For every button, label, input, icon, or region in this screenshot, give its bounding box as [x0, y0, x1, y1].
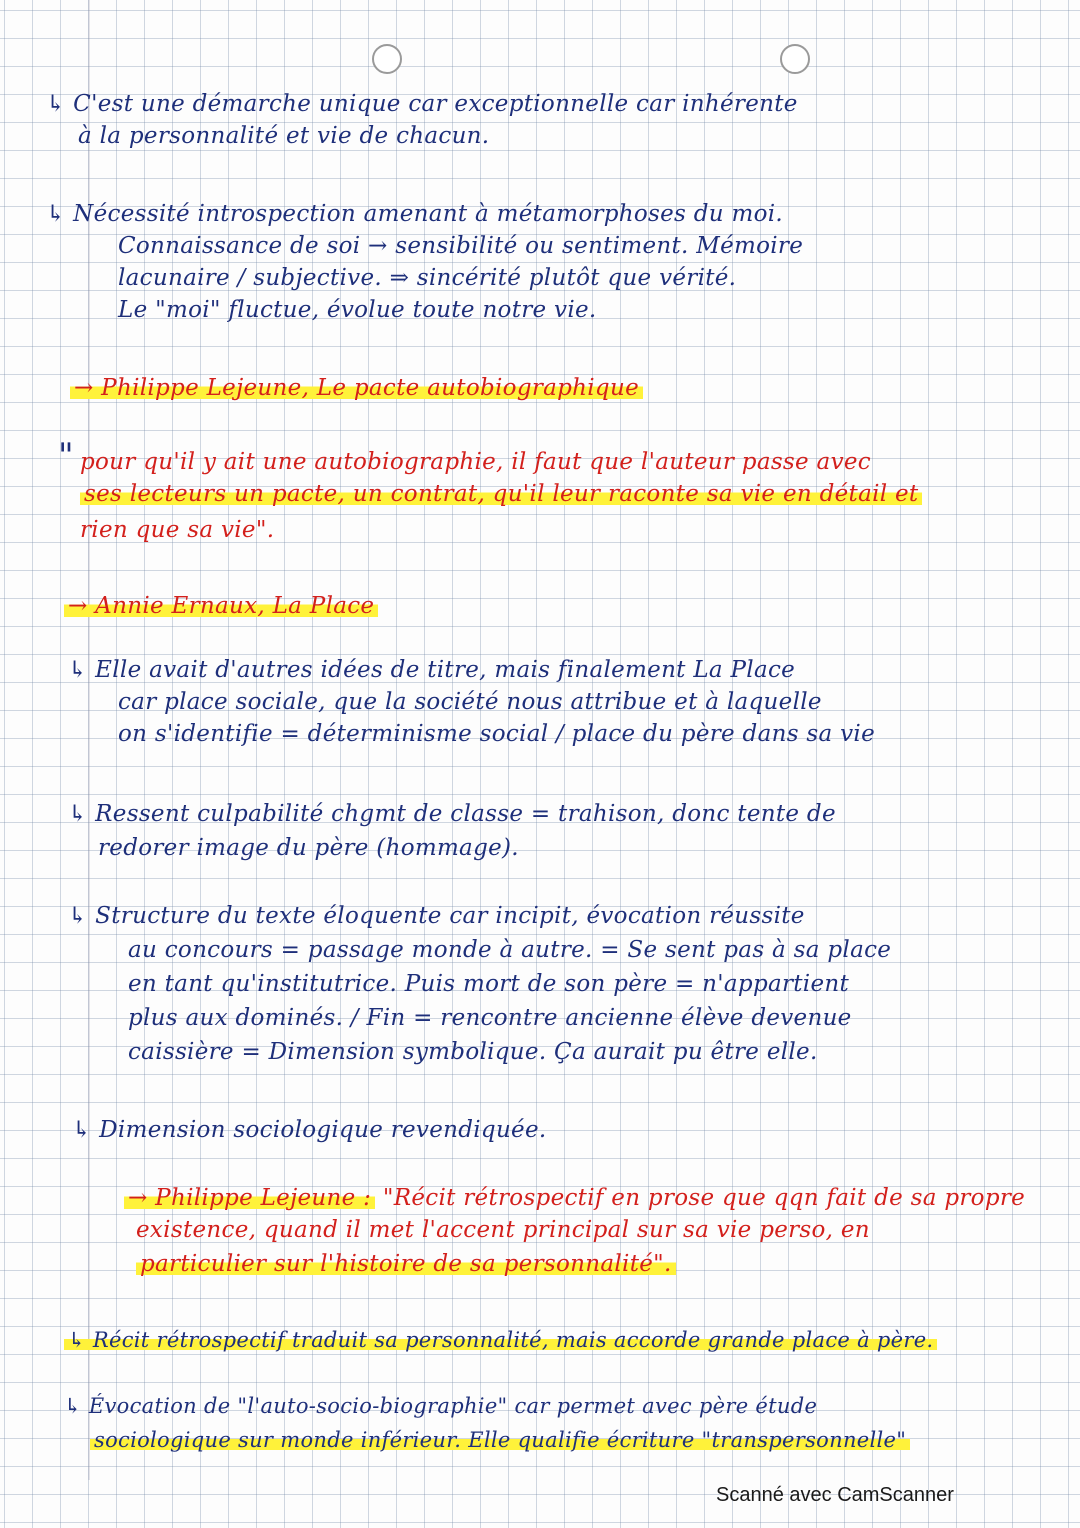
note-line: en tant qu'institutrice. Puis mort de son père = n'appartient — [128, 971, 850, 997]
note-line: à la personnalité et vie de chacun. — [78, 123, 490, 149]
definition-text: "Récit rétrospectif en prose que qqn fait de sa propre — [382, 1185, 1026, 1211]
note-line: ↳ Dimension sociologique revendiquée. — [72, 1117, 547, 1143]
note-line: ↳ Ressent culpabilité chgmt de classe = trahison, donc tente de — [68, 801, 836, 827]
definition-line — [124, 1184, 1025, 1212]
note-line: ↳ C'est une démarche unique car exceptionnelle car inhérente — [46, 91, 798, 117]
note-line: car place sociale, que la société nous attribue et à laquelle — [118, 689, 822, 715]
note-line: Le "moi" fluctue, évolue toute notre vie. — [118, 297, 597, 323]
note-line: ↳ Elle avait d'autres idées de titre, mais finalement La Place — [68, 657, 796, 683]
note-line: lacunaire / subjective. ⇒ sincérité plutôt que vérité. — [118, 265, 737, 291]
note-line — [90, 1426, 910, 1454]
quote-line: pour qu'il y ait une autobiographie, il faut que l'auteur passe avec — [80, 449, 871, 475]
note-line: Connaissance de soi → sensibilité ou sentiment. Mémoire — [118, 233, 804, 259]
binder-hole-right — [780, 44, 810, 74]
definition-line: existence, quand il met l'accent principal sur sa vie perso, en — [136, 1217, 870, 1243]
note-line: redorer image du père (hommage). — [98, 835, 519, 861]
camscanner-watermark: Scanné avec CamScanner — [716, 1484, 954, 1506]
heading-lejeune-text: → Philippe Lejeune, Le pacte autobiographique — [70, 375, 643, 401]
note-line: ↳ Évocation de "l'auto-socio-biographie" car permet avec père étude — [64, 1394, 818, 1418]
heading-lejeune — [70, 374, 643, 402]
definition-text: particulier sur l'histoire de sa personnalité". — [136, 1251, 676, 1277]
quote-line-text: ses lecteurs un pacte, un contrat, qu'il leur raconte sa vie en détail et — [80, 481, 922, 507]
opening-quote-mark: " — [58, 436, 74, 476]
note-line — [64, 1326, 937, 1354]
note-line: on s'identifie = déterminisme social / place du père dans sa vie — [118, 721, 875, 747]
note-line: caissière = Dimension symbolique. Ça aurait pu être elle. — [128, 1039, 818, 1065]
definition-label: → Philippe Lejeune : — [124, 1185, 375, 1211]
quote-line: rien que sa vie". — [80, 517, 275, 543]
note-line: plus aux dominés. / Fin = rencontre ancienne élève devenue — [128, 1005, 852, 1031]
note-line-text: sociologique sur monde inférieur. Elle qualifie écriture "transpersonnelle" — [90, 1428, 910, 1452]
note-line: ↳ Structure du texte éloquente car incipit, évocation réussite — [68, 903, 805, 929]
quote-line — [80, 480, 922, 508]
note-line: au concours = passage monde à autre. = Se sent pas à sa place — [128, 937, 892, 963]
binder-hole-left — [372, 44, 402, 74]
heading-ernaux-text: → Annie Ernaux, La Place — [64, 593, 378, 619]
definition-line — [136, 1250, 676, 1278]
heading-ernaux — [64, 592, 378, 620]
note-line-text: ↳ Récit rétrospectif traduit sa personnalité, mais accorde grande place à père. — [64, 1328, 937, 1352]
note-line: ↳ Nécessité introspection amenant à métamorphoses du moi. — [46, 201, 784, 227]
